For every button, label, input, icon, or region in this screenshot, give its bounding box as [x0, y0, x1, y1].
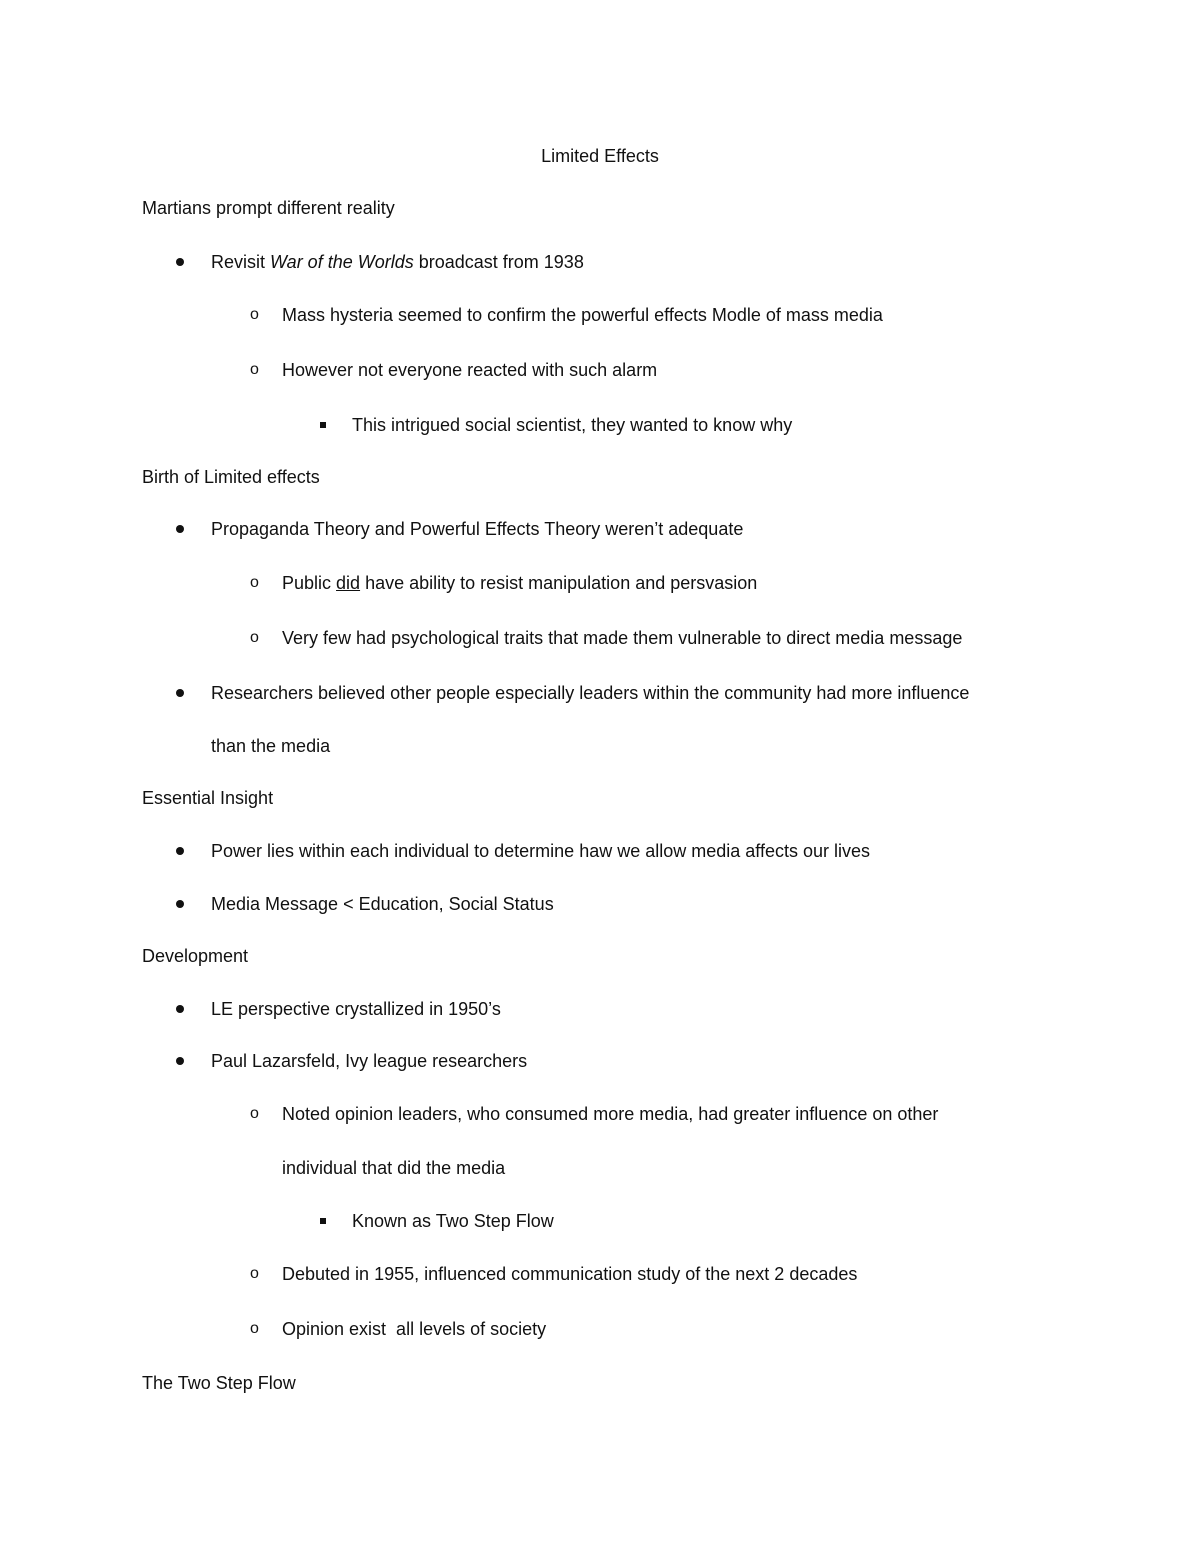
bullet-square-icon [320, 422, 326, 428]
list-item: Media Message < Education, Social Status [211, 894, 554, 914]
list-item-continuation: individual that did the media [282, 1158, 506, 1178]
list-item: Known as Two Step Flow [352, 1211, 554, 1231]
list-item: Noted opinion leaders, who consumed more media, had greater influence on other [282, 1104, 939, 1124]
bullet-circle-icon: o [250, 306, 259, 323]
list-item: Power lies within each individual to determine haw we allow media affects our lives [211, 841, 870, 861]
list-item: Paul Lazarsfeld, Ivy league researchers [211, 1051, 528, 1071]
bullet-circle-icon: o [250, 1105, 259, 1122]
bullet-dot-icon [176, 258, 184, 266]
list-item: Public did have ability to resist manipulation and persvasion [282, 573, 758, 593]
list-item-continuation: than the media [211, 736, 331, 756]
bullet-square-icon [320, 1218, 326, 1224]
list-item: Opinion exist all levels of society [282, 1319, 547, 1339]
bullet-dot-icon [176, 689, 184, 697]
list-item: Researchers believed other people especially leaders within the community had more influence [211, 683, 970, 703]
list-item: This intrigued social scientist, they wanted to know why [352, 415, 793, 435]
section-heading: The Two Step Flow [142, 1373, 296, 1393]
list-item: However not everyone reacted with such alarm [282, 360, 658, 380]
list-item: Mass hysteria seemed to confirm the powerful effects Modle of mass media [282, 305, 883, 325]
bullet-circle-icon: o [250, 1265, 259, 1282]
bullet-circle-icon: o [250, 1320, 259, 1337]
bullet-dot-icon [176, 847, 184, 855]
list-item: Revisit War of the Worlds broadcast from 1938 [211, 252, 584, 272]
bullet-dot-icon [176, 1057, 184, 1065]
bullet-dot-icon [176, 525, 184, 533]
section-heading: Essential Insight [142, 788, 274, 808]
list-item: Debuted in 1955, influenced communication study of the next 2 decades [282, 1264, 858, 1284]
bullet-circle-icon: o [250, 629, 259, 646]
page-title: Limited Effects [541, 146, 659, 166]
list-item: Very few had psychological traits that made them vulnerable to direct media message [282, 628, 963, 648]
bullet-dot-icon [176, 900, 184, 908]
section-heading: Birth of Limited effects [142, 467, 320, 487]
section-heading: Development [142, 946, 249, 966]
bullet-dot-icon [176, 1005, 184, 1013]
list-item: LE perspective crystallized in 1950’s [211, 999, 501, 1019]
bullet-circle-icon: o [250, 361, 259, 378]
bullet-circle-icon: o [250, 574, 259, 591]
section-heading: Martians prompt different reality [142, 198, 395, 218]
list-item: Propaganda Theory and Powerful Effects Theory weren’t adequate [211, 519, 744, 539]
